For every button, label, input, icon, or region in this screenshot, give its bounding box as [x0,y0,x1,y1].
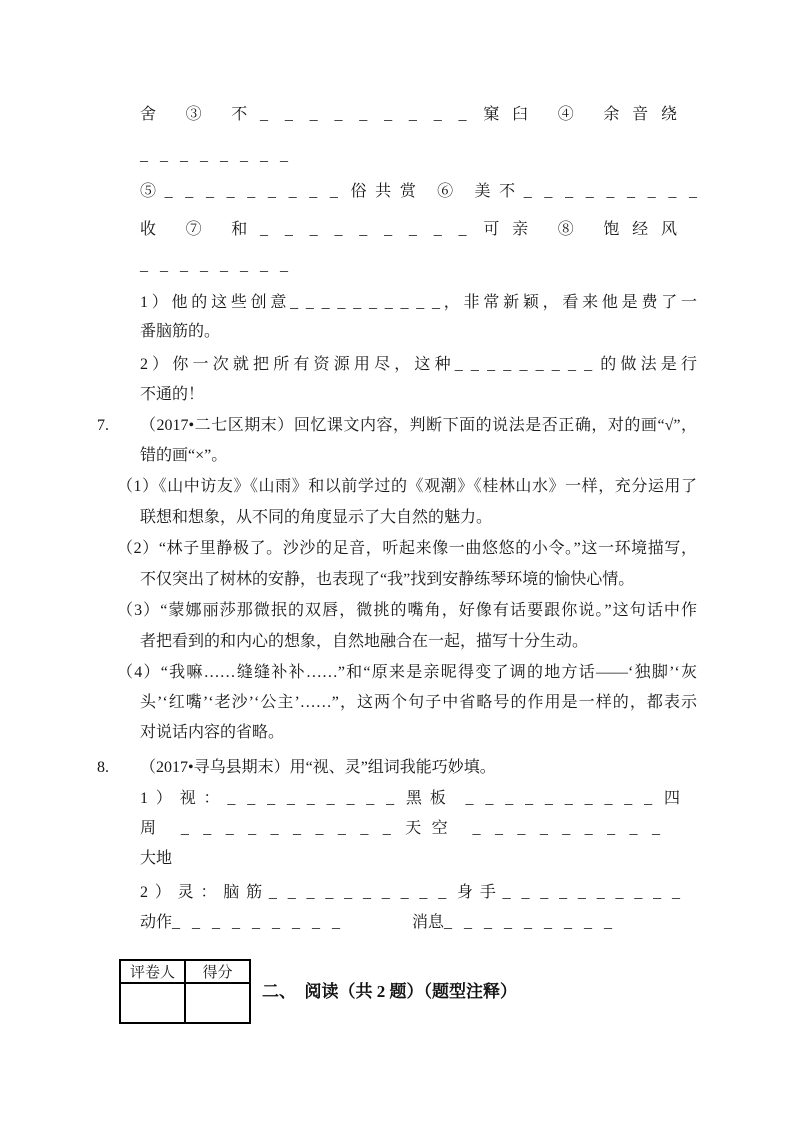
q7-item-1-line-1: （1）《山中访友》《山雨》和以前学过的《观潮》《桂林山水》一样，充分运用了 [117,478,697,495]
idiom-blank-row-5: _ _ _ _ _ _ _ _ [140,257,288,274]
q7-item-2-line-1: （2）“林子里静极了。沙沙的足音，听起来像一曲悠悠的小令。”这一环境描写， [117,540,697,557]
section-2-heading: 二、 阅读（共 2 题）（题型注释） [262,982,517,1001]
sentence-fill-2-line-2: 不通的！ [140,386,205,403]
q8-ling-line-2: 动作_ _ _ _ _ _ _ _ _ 消息_ _ _ _ _ _ _ _ _ [140,914,613,931]
idiom-blank-row-3: ⑤_ _ _ _ _ _ _ _ _ 俗共赏 ⑥ 美不_ _ _ _ _ _ _ _ _ [140,183,697,200]
q7-item-4-line-1: （4）“我嘛……缝缝补补……”和“原来是亲昵得变了调的地方话——‘独脚’‘灰 [117,664,697,681]
idiom-blank-row-2: _ _ _ _ _ _ _ _ [140,147,288,164]
grader-value-cell [120,983,185,1023]
q7-item-2-line-2: 不仅突出了树林的安静，也表现了“我”找到安静练琴环境的愉快心情。 [140,571,635,588]
idiom-blank-row-1: 舍 ③ 不_ _ _ _ _ _ _ _ _ 窠臼 ④ 余音绕 [140,106,677,123]
question-8-number: 8. [97,759,109,776]
q7-item-1-line-2: 联想和想象，从不同的角度显示了大自然的魅力。 [140,509,493,526]
question-7-stem-line-2: 错的画“×”。 [140,447,228,464]
score-value-cell [185,983,250,1023]
question-7-stem-line-1: （2017•二七区期末）回忆课文内容，判断下面的说法是否正确，对的画“√”， [140,417,697,434]
grader-header-cell: 评卷人 [120,960,185,983]
q8-ling-line-1: 2）灵：脑筋_ _ _ _ _ _ _ _ _ _ 身手_ _ _ _ _ _ _ _ _ _ [140,884,680,901]
idiom-blank-row-4: 收 ⑦ 和_ _ _ _ _ _ _ _ _ 可亲 ⑧ 饱经风 [140,221,677,238]
sentence-fill-1-line-2: 番脑筋的。 [140,323,221,340]
q7-item-3-line-2: 者把看到的和内心的想象，自然地融合在一起，描写十分生动。 [140,633,589,650]
q7-item-4-line-2: 头’‘红嘴’‘老沙’‘公主’……”，这两个句子中省略号的作用是一样的，都表示 [140,694,697,711]
grading-table-value-row [120,983,250,1023]
grading-table [119,959,251,1024]
sentence-fill-2-line-1: 2）你一次就把所有资源用尽，这种_ _ _ _ _ _ _ _ _ 的做法是行 [140,356,697,373]
q8-shi-line-2: 周 _ _ _ _ _ _ _ _ _ _ 天空 _ _ _ _ _ _ _ _ _ [140,820,660,837]
sentence-fill-1-line-1: 1）他的这些创意_ _ _ _ _ _ _ _ _ _，非常新颖，看来他是费了一 [140,294,697,311]
question-8-stem: （2017•寻乌县期末）用“视、灵”组词我能巧妙填。 [140,759,496,776]
score-header-cell: 得分 [185,960,250,983]
question-7-number: 7. [97,417,109,434]
grading-table-header-row [120,960,250,983]
q7-item-4-line-3: 对说话内容的省略。 [140,724,285,741]
q7-item-3-line-1: （3）“蒙娜丽莎那微抿的双唇，微挑的嘴角，好像有话要跟你说。”这句话中作 [117,602,697,619]
q8-shi-line-3: 大地 [140,850,173,867]
q8-shi-line-1: 1）视：_ _ _ _ _ _ _ _ _ 黑板 _ _ _ _ _ _ _ _ _ _ 四 [140,790,680,807]
